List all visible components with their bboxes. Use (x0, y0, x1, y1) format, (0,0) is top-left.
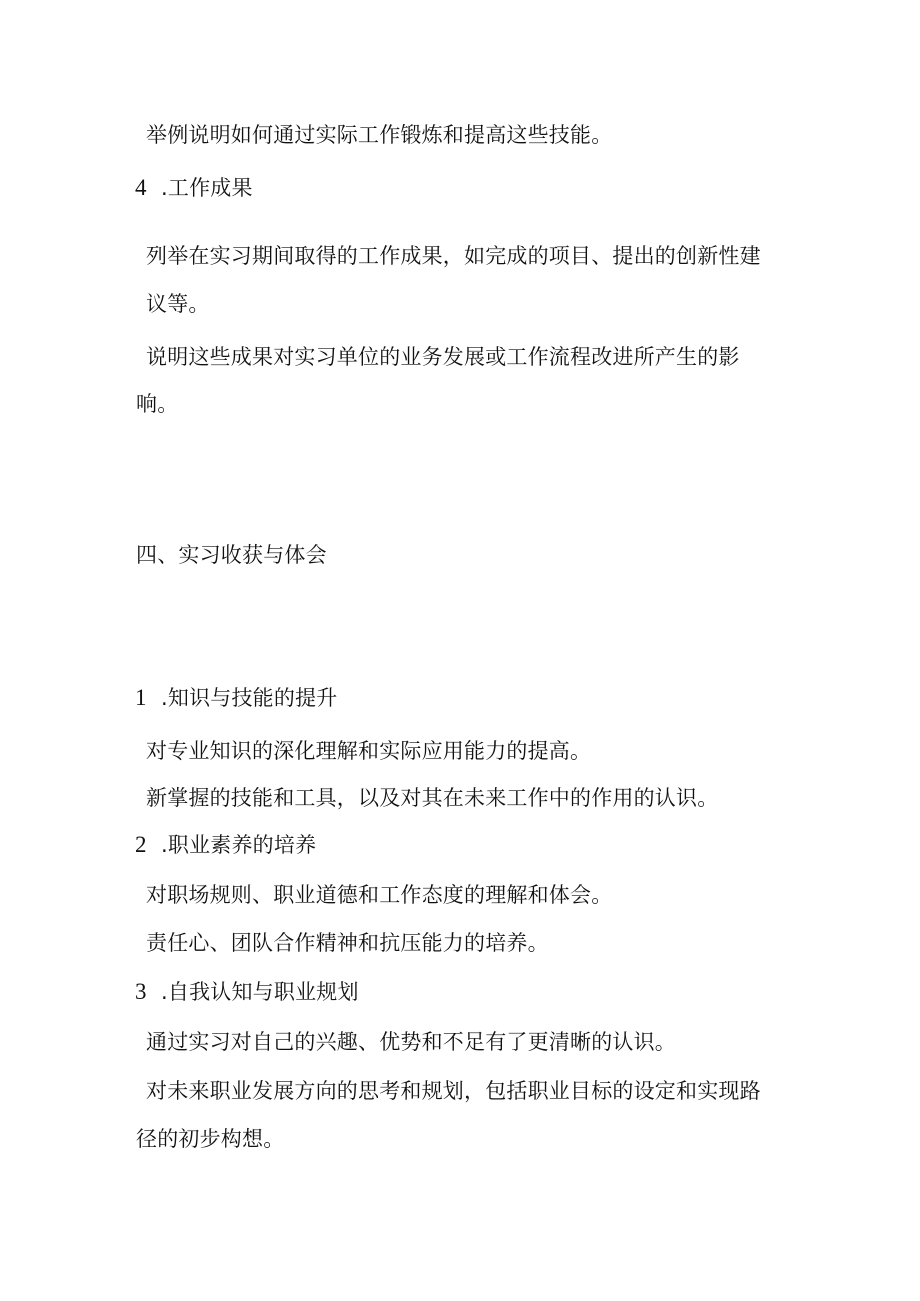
heading-text: .知识与技能的提升 (161, 686, 338, 710)
heading-text: .自我认知与职业规划 (161, 980, 359, 1004)
paragraph-career-plan-line1: 对未来职业发展方向的思考和规划，包括职业目标的设定和实现路 (146, 1079, 761, 1103)
paragraph-results-line1: 列举在实习期间取得的工作成果，如完成的项目、提出的创新性建 (146, 244, 761, 268)
heading-text: .工作成果 (161, 176, 253, 200)
heading-number: 2 (135, 832, 147, 857)
heading-number: 4 (135, 175, 147, 200)
heading-self-awareness (135, 978, 359, 1006)
heading-knowledge-skills (135, 684, 337, 712)
heading-work-results (135, 174, 253, 202)
paragraph-self-recognition: 通过实习对自己的兴趣、优势和不足有了更清晰的认识。 (146, 1030, 676, 1054)
paragraph-responsibility: 责任心、团队合作精神和抗压能力的培养。 (146, 931, 549, 955)
paragraph-results-line2: 议等。 (146, 292, 210, 316)
paragraph-career-plan-line2: 径的初步构想。 (136, 1127, 285, 1151)
paragraph-new-skills: 新掌握的技能和工具，以及对其在未来工作中的作用的认识。 (146, 786, 719, 810)
heading-number: 3 (135, 979, 147, 1004)
paragraph-impact-line2: 响。 (136, 392, 179, 416)
paragraph-workplace-rules: 对职场规则、职业道德和工作态度的理解和体会。 (146, 883, 613, 907)
paragraph-skill-practice: 举例说明如何通过实际工作锻炼和提高这些技能。 (146, 123, 613, 147)
paragraph-impact-line1: 说明这些成果对实习单位的业务发展或工作流程改进所产生的影 (146, 345, 740, 369)
heading-professional-quality (135, 831, 316, 859)
heading-number: 1 (135, 685, 147, 710)
heading-text: .职业素养的培养 (161, 833, 317, 857)
section-heading-gains: 四、实习收获与体会 (136, 543, 327, 567)
paragraph-knowledge: 对专业知识的深化理解和实际应用能力的提高。 (146, 739, 592, 763)
